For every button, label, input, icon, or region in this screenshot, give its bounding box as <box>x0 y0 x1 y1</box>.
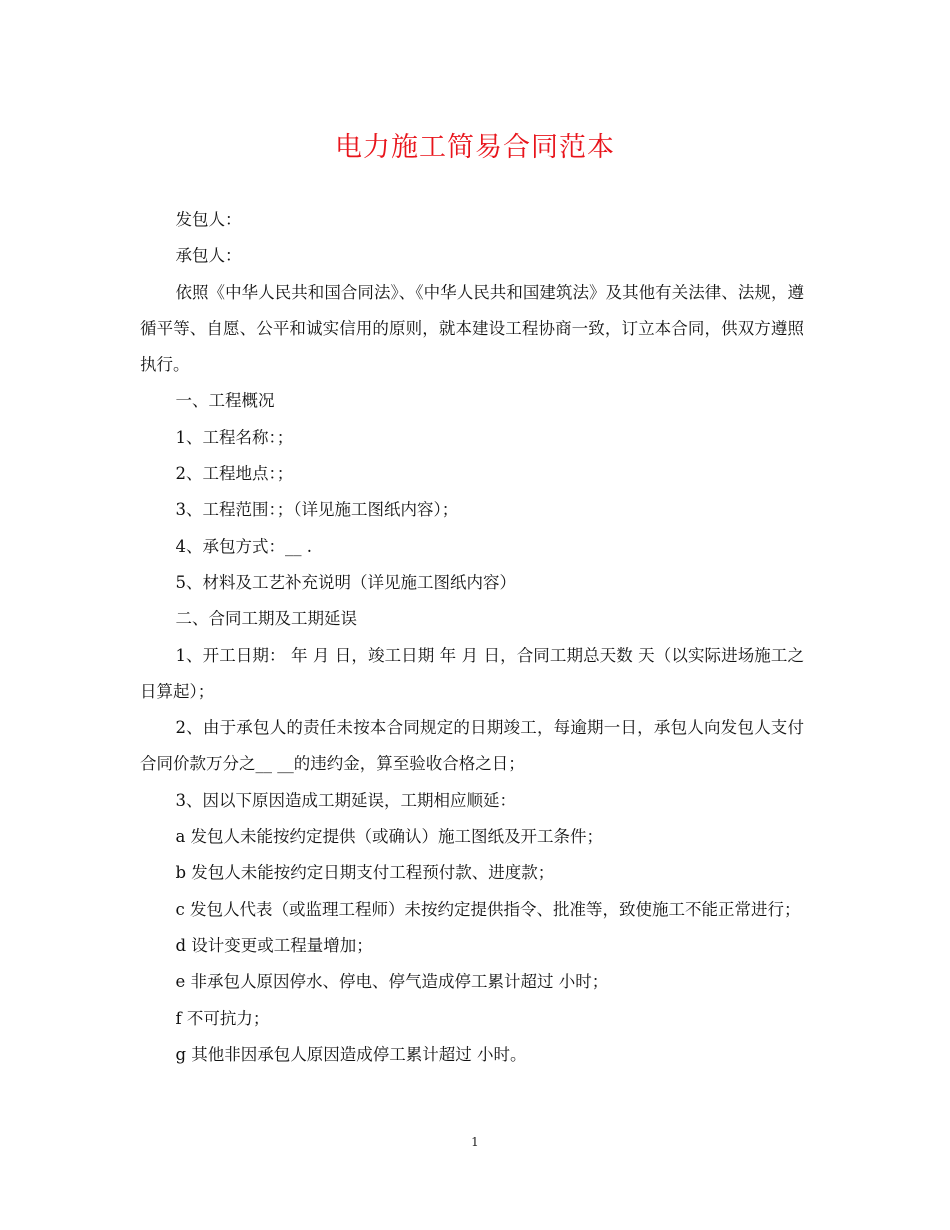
paragraph-preamble: 依照《中华人民共和国合同法》、《中华人民共和国建筑法》及其他有关法律、法规，遵循平等、自愿、公平和诚实信用的原则，就本建设工程协商一致，订立本合同，供双方遵照执行。 <box>140 282 804 375</box>
list-item-cause-e: e 非承包人原因停水、停电、停气造成停工累计超过 小时； <box>175 972 609 992</box>
document-title: 电力施工简易合同范本 <box>335 132 615 163</box>
paragraph-contract-method: 4、承包方式：__ . <box>175 536 312 556</box>
list-item-cause-b: b 发包人未能按约定日期支付工程预付款、进度款； <box>175 863 555 883</box>
list-item-cause-c: c 发包人代表（或监理工程师）未按约定提供指令、批准等，致使施工不能正常进行； <box>175 899 801 919</box>
contract-body <box>140 202 804 1073</box>
paragraph-start-date: 1、开工日期： 年 月 日，竣工日期 年 月 日，合同工期总天数 天（以实际进场施工之日算起）； <box>140 645 804 701</box>
section-heading-schedule: 二、合同工期及工期延误 <box>175 609 357 629</box>
paragraph-delay-penalty: 2、由于承包人的责任未按本合同规定的日期竣工，每逾期一日，承包人向发包人支付合同价款万分之__ __的违约金，算至验收合格之日； <box>140 718 804 774</box>
list-item-cause-g: g 其他非因承包人原因造成停工累计超过 小时。 <box>175 1044 527 1064</box>
paragraph-project-scope: 3、工程范围：；（详见施工图纸内容）； <box>175 500 459 520</box>
list-item-cause-a: a 发包人未能按约定提供（或确认）施工图纸及开工条件； <box>175 827 604 847</box>
list-item-cause-d: d 设计变更或工程量增加； <box>175 935 373 955</box>
paragraph-delay-causes: 3、因以下原因造成工期延误，工期相应顺延： <box>175 790 516 810</box>
list-item-cause-f: f 不可抗力； <box>175 1008 270 1028</box>
page-number: 1 <box>471 1135 479 1149</box>
paragraph-contractor: 承包人： <box>175 246 242 266</box>
paragraph-project-location: 2、工程地点：； <box>175 464 294 484</box>
paragraph-employer: 发包人： <box>175 210 242 229</box>
paragraph-project-name: 1、工程名称：； <box>175 427 294 447</box>
paragraph-materials-note: 5、材料及工艺补充说明（详见施工图纸内容） <box>175 572 516 592</box>
section-heading-project-overview: 一、工程概况 <box>175 391 275 411</box>
